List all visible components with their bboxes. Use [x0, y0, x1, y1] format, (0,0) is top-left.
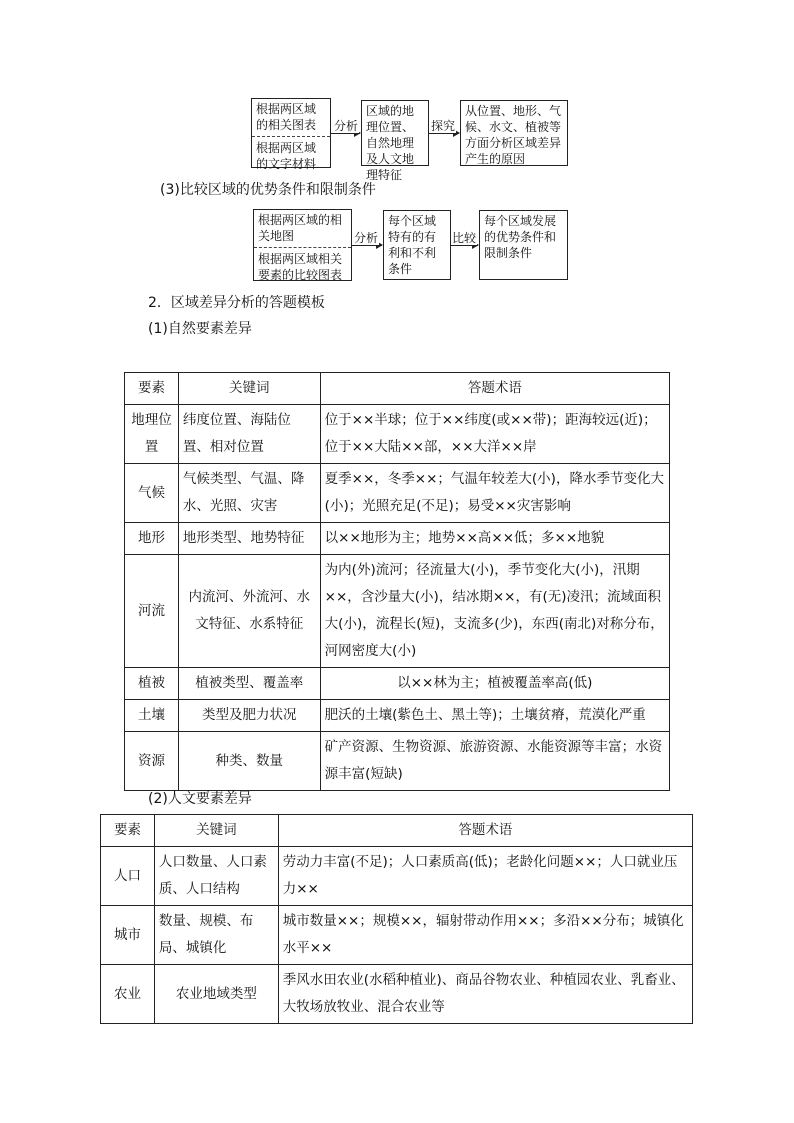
keywords-cell: 地形类型、地势特征 — [178, 523, 320, 555]
flow2-middle-text: 每个区域特有的有利和不利条件 — [388, 214, 437, 276]
flow2-arrow1 — [352, 245, 382, 246]
factor-cell: 地形 — [125, 523, 179, 555]
table-row — [125, 523, 670, 555]
table-row — [125, 732, 670, 791]
flow2-arrow2 — [451, 245, 478, 246]
section-2-title: 2．区域差异分析的答题模板 — [148, 295, 325, 311]
terms-cell: 季风水田农业(水稻种植业)、商品谷物农业、种植园农业、乳畜业、大牧场放牧业、混合农业等 — [278, 965, 692, 1024]
table-row — [125, 464, 670, 523]
terms-cell: 肥沃的土壤(紫色土、黑土等)；土壤贫瘠，荒漠化严重 — [320, 700, 669, 732]
table-row — [101, 965, 693, 1024]
keywords-cell: 类型及肥力状况 — [178, 700, 320, 732]
factor-cell: 人口 — [101, 847, 155, 906]
keywords-cell: 种类、数量 — [178, 732, 320, 791]
table-row — [101, 906, 693, 965]
factor-cell: 地理位置 — [125, 405, 179, 464]
flow1-middle-box — [361, 100, 429, 182]
flow2-arrow2-label: 比较 — [452, 231, 477, 245]
header-keywords: 关键词 — [178, 373, 320, 405]
terms-cell: 位于××半球；位于××纬度(或××带)；距海较远(近)；位于××大陆××部，××大洋××岸 — [320, 405, 669, 464]
flow1-arrow2-label: 探究 — [431, 119, 456, 133]
terms-cell: 以××地形为主；地势××高××低；多××地貌 — [320, 523, 669, 555]
flow2-output-text: 每个区域发展的优势条件和限制条件 — [484, 214, 557, 260]
keywords-cell: 农业地域类型 — [154, 965, 278, 1024]
factor-cell: 河流 — [125, 555, 179, 668]
human-factors-table — [100, 814, 693, 1024]
terms-cell: 城市数量××；规模××，辐射带动作用××；多沿××分布；城镇化水平×× — [278, 906, 692, 965]
flow1-arrow1 — [331, 133, 360, 134]
factor-cell: 农业 — [101, 965, 155, 1024]
flow1-output-text: 从位置、地形、气候、水文、植被等方面分析区域差异产生的原因 — [465, 104, 562, 166]
header-terms: 答题术语 — [278, 815, 692, 847]
natural-factors-table — [124, 372, 670, 791]
header-terms: 答题术语 — [320, 373, 669, 405]
keywords-cell: 人口数量、人口素质、人口结构 — [154, 847, 278, 906]
factor-cell: 城市 — [101, 906, 155, 965]
flow1-input-bottom: 根据两区域的文字材料 — [252, 136, 330, 172]
table-header-row — [101, 815, 693, 847]
keywords-cell: 气候类型、气温、降水、光照、灾害 — [178, 464, 320, 523]
header-factor: 要素 — [125, 373, 179, 405]
flow2-arrow1-label: 分析 — [354, 231, 379, 245]
header-keywords: 关键词 — [154, 815, 278, 847]
table-header-row — [125, 373, 670, 405]
table-row — [125, 668, 670, 700]
flow1-arrow2 — [429, 133, 459, 134]
flow1-input-top: 根据两区域的相关图表 — [256, 102, 317, 132]
table-row — [125, 405, 670, 464]
flow1-output-box — [460, 100, 568, 166]
factor-cell: 土壤 — [125, 700, 179, 732]
keywords-cell: 内流河、外流河、水文特征、水系特征 — [178, 555, 320, 668]
flow2-input-top: 根据两区域的相关地图 — [258, 213, 343, 243]
keywords-cell: 数量、规模、布局、城镇化 — [154, 906, 278, 965]
heading-3: (3)比较区域的优势条件和限制条件 — [160, 182, 376, 198]
terms-cell: 劳动力丰富(不足)；人口素质高(低)；老龄化问题××；人口就业压力×× — [278, 847, 692, 906]
table-row — [125, 555, 670, 668]
flow2-input-box — [253, 209, 352, 281]
terms-cell: 矿产资源、生物资源、旅游资源、水能资源等丰富；水资源丰富(短缺) — [320, 732, 669, 791]
subsection-human-title: (2)人文要素差异 — [148, 791, 252, 807]
factor-cell: 资源 — [125, 732, 179, 791]
keywords-cell: 植被类型、覆盖率 — [178, 668, 320, 700]
keywords-cell: 纬度位置、海陆位置、相对位置 — [178, 405, 320, 464]
flow2-input-bottom: 根据两区域相关要素的比较图表 — [254, 247, 351, 283]
flow1-middle-text: 区域的地理位置、自然地理及人文地理特征 — [366, 104, 415, 182]
flow1-arrow1-label: 分析 — [334, 119, 359, 133]
flow1-input-box — [251, 98, 331, 171]
terms-cell: 为内(外)流河；径流量大(小)，季节变化大(小)，汛期××，含沙量大(小)，结冰期××，有(无)凌汛；流域面积大(小)，流程长(短)，支流多(少)，东西(南北)对称分布，河网密度大(小) — [320, 555, 669, 668]
subsection-natural-title: (1)自然要素差异 — [148, 321, 252, 337]
terms-cell: 以××林为主；植被覆盖率高(低) — [320, 668, 669, 700]
factor-cell: 植被 — [125, 668, 179, 700]
table-row — [101, 847, 693, 906]
terms-cell: 夏季××，冬季××；气温年较差大(小)，降水季节变化大(小)；光照充足(不足)；易受××灾害影响 — [320, 464, 669, 523]
flow2-output-box — [479, 210, 568, 280]
header-factor: 要素 — [101, 815, 155, 847]
flow2-middle-box — [383, 210, 451, 280]
table-row — [125, 700, 670, 732]
factor-cell: 气候 — [125, 464, 179, 523]
